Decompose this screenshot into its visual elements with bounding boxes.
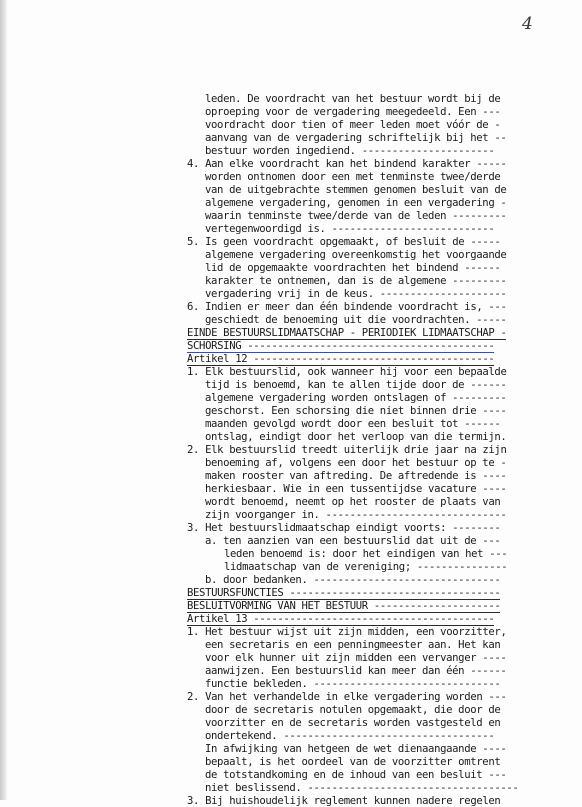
- text-line: aanwijzen. Een bestuurslid kan meer dan één ------: [205, 665, 507, 677]
- article-heading: Artikel 12 ----------------------------------------: [187, 353, 495, 365]
- list-item-2: 2. Elk bestuurslid treedt uiterlijk drie jaar na zijn: [187, 444, 507, 456]
- text-line: ontslag, eindigt door het verloop van die termijn.: [205, 431, 507, 443]
- text-line: herkiesbaar. Wie in een tussentijdse vacature ----: [205, 483, 507, 495]
- section-heading: EINDE BESTUURSLIDMAATSCHAP - PERIODIEK LIDMAATSCHAP -: [187, 327, 507, 339]
- text-line: bestuur worden ingediend. ----------------------: [205, 145, 495, 157]
- text-line: ondertekend. -----------------------------------: [205, 730, 495, 742]
- section-heading: BESTUURSFUNCTIES -----------------------------------: [187, 587, 501, 599]
- scan-edge-shadow: [0, 0, 7, 800]
- text-line: leden. De voordracht van het bestuur wordt bij de: [205, 93, 501, 105]
- text-line: een secretaris en een penningmeester aan. Het kan: [205, 639, 501, 651]
- list-item-3: 3. Bij huishoudelijk reglement kunnen nadere regelen: [187, 795, 501, 807]
- text-line: maanden gevolgd wordt door een besluit tot ------: [205, 418, 501, 430]
- text-line: waarin tenminste twee/derde van de leden ---------: [205, 210, 507, 222]
- text-line: maken rooster van aftreding. De aftredende is ----: [205, 470, 507, 482]
- text-line: vertegenwoordigd is. ---------------------------: [205, 223, 495, 235]
- text-line: tijd is benoemd, kan te allen tijde door de ------: [205, 379, 507, 391]
- text-line: functie bekleden. -------------------------------: [205, 678, 501, 690]
- list-item-6: 6. Indien er meer dan één bindende voordracht is, ---: [187, 301, 507, 313]
- text-line: bepaalt, is het oordeel van de voorzitter omtrent: [205, 756, 501, 768]
- article-heading: Artikel 13 ----------------------------------------: [187, 613, 495, 625]
- text-line: voor elk hunner uit zijn midden een vervanger ----: [205, 652, 507, 664]
- sub-item-b: b. door bedanken. -------------------------------: [205, 574, 501, 586]
- section-heading: SCHORSING -----------------------------------------: [187, 340, 495, 352]
- text-line: lidmaatschap van de vereniging; ---------------: [224, 561, 508, 573]
- list-item-5: 5. Is geen voordracht opgemaakt, of besluit de -----: [187, 236, 501, 248]
- list-item-4: 4. Aan elke voordracht kan het bindend karakter -----: [187, 158, 507, 170]
- text-line: In afwijking van hetgeen de wet dienaangaande ----: [205, 743, 507, 755]
- text-line: karakter te ontnemen, dan is de algemene ---------: [205, 275, 507, 287]
- text-line: wordt benoemd, neemt op het rooster de plaats van: [205, 496, 501, 508]
- text-line: door de secretaris notulen opgemaakt, die door de: [205, 704, 501, 716]
- text-line: niet beslissend. -----------------------------------: [205, 782, 519, 794]
- text-line: vergadering vrij in de keus. ---------------------: [205, 288, 507, 300]
- text-line: aanvang van de vergadering schriftelijk bij het --: [205, 132, 507, 144]
- text-line: lid de opgemaakte voordrachten het bindend ------: [205, 262, 501, 274]
- list-item-3: 3. Het bestuurslidmaatschap eindigt voorts: --------: [187, 522, 501, 534]
- text-line: de totstandkoming en de inhoud van een besluit ---: [205, 769, 507, 781]
- list-item-1: 1. Elk bestuurslid, ook wanneer hij voor een bepaalde: [187, 366, 507, 378]
- sub-item-a: a. ten aanzien van een bestuurslid dat uit de ---: [205, 535, 501, 547]
- text-line: algemene vergadering, genomen in een vergadering -: [205, 197, 507, 209]
- text-line: voorzitter en de secretaris worden vastgesteld en: [205, 717, 501, 729]
- text-line: zijn voorganger in. ------------------------------: [205, 509, 507, 521]
- text-line: voordracht door tien of meer leden moet vóór de -: [205, 119, 501, 131]
- page-number: 4: [522, 14, 533, 34]
- text-line: van de uitgebrachte stemmen genomen besluit van de: [205, 184, 507, 196]
- text-line: algemene vergadering worden ontslagen of ---------: [205, 392, 507, 404]
- text-line: geschorst. Een schorsing die niet binnen drie ----: [205, 405, 507, 417]
- text-line: algemene vergadering overeenkomstig het voorgaande: [205, 249, 507, 261]
- text-line: oproeping voor de vergadering meegedeeld. Een ---: [205, 106, 501, 118]
- text-line: geschiedt de benoeming uit die voordrachten. -----: [205, 314, 507, 326]
- section-heading: BESLUITVORMING VAN HET BESTUUR ---------------------: [187, 600, 501, 612]
- text-line: leden benoemd is: door het eindigen van het ---: [224, 548, 508, 560]
- list-item-2: 2. Van het verhandelde in elke vergadering worden ---: [187, 691, 507, 703]
- text-line: benoeming af, volgens een door het bestuur op te -: [205, 457, 507, 469]
- list-item-1: 1. Het bestuur wijst uit zijn midden, een voorzitter,: [187, 626, 507, 638]
- text-line: worden ontnomen door een met tenminste twee/derde: [205, 171, 501, 183]
